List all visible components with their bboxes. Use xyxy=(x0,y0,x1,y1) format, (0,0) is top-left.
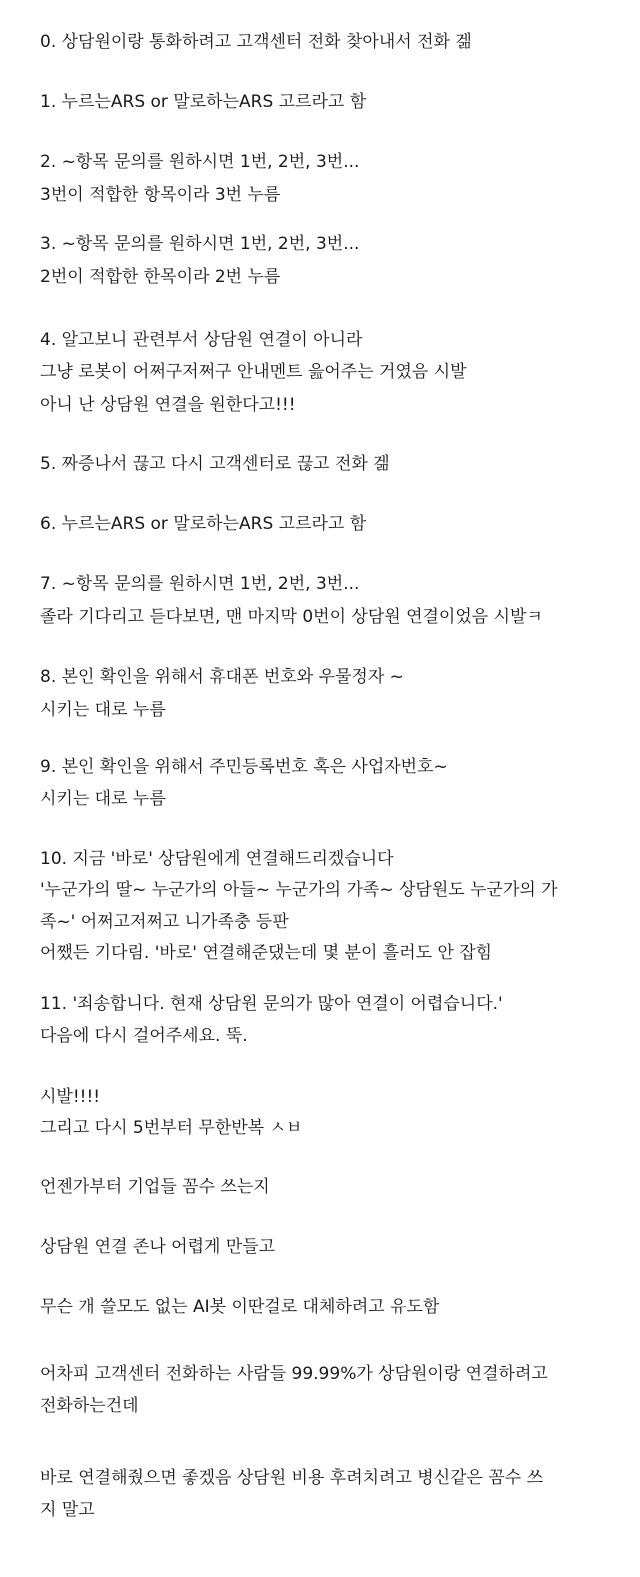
text-line: 지 말고 xyxy=(40,1500,95,1520)
text-line: 무슨 개 쓸모도 없는 AI봇 이딴걸로 대체하려고 유도함 xyxy=(40,1297,440,1317)
text-line: 어차피 고객센터 전화하는 사람들 99.99%가 상담원이랑 연결하려고 xyxy=(40,1364,548,1384)
text-line: 시키는 대로 누름 xyxy=(40,700,166,720)
text-line: 6. 누르는ARS or 말로하는ARS 고르라고 함 xyxy=(40,514,367,534)
text-line: 4. 알고보니 관련부서 상담원 연결이 아니라 xyxy=(40,330,363,350)
text-line: 족~' 어쩌고저쩌고 니가족충 등판 xyxy=(40,912,289,932)
text-line: 그리고 다시 5번부터 무한반복 ㅅㅂ xyxy=(40,1118,303,1138)
text-line: 10. 지금 '바로' 상담원에게 연결해드리겠습니다 xyxy=(40,849,394,869)
text-line: 아니 난 상담원 연결을 원한다고!!! xyxy=(40,395,296,415)
text-line: 7. ~항목 문의를 원하시면 1번, 2번, 3번... xyxy=(40,574,360,594)
text-line: '누군가의 딸~ 누군가의 아들~ 누군가의 가족~ 상담원도 누군가의 가 xyxy=(40,880,558,900)
text-line: 2번이 적합한 한목이라 2번 누름 xyxy=(40,267,281,287)
text-line: 0. 상담원이랑 통화하려고 고객센터 전화 찾아내서 전화 겖 xyxy=(40,32,472,52)
text-line: 시발!!!! xyxy=(40,1087,101,1107)
text-line: 5. 짜증나서 끊고 다시 고객센터로 끊고 전화 겖 xyxy=(40,454,390,474)
text-line: 1. 누르는ARS or 말로하는ARS 고르라고 함 xyxy=(40,92,367,112)
text-line: 전화하는건데 xyxy=(40,1396,139,1416)
text-line: 어쨌든 기다림. '바로' 연결해준댔는데 몇 분이 흘러도 안 잡힘 xyxy=(40,943,493,963)
text-line: 시키는 대로 누름 xyxy=(40,789,166,809)
text-line: 3. ~항목 문의를 원하시면 1번, 2번, 3번... xyxy=(40,234,360,254)
text-line: 그냥 로봇이 어쩌구저쩌구 안내멘트 읊어주는 거였음 시발 xyxy=(40,362,467,382)
text-line: 8. 본인 확인을 위해서 휴대폰 번호와 우물정자 ~ xyxy=(40,667,404,687)
text-line: 언젠가부터 기업들 꼼수 쓰는지 xyxy=(40,1177,270,1197)
text-line: 9. 본인 확인을 위해서 주민등록번호 혹은 사업자번호~ xyxy=(40,757,448,777)
text-line: 11. '죄송합니다. 현재 상담원 문의가 많아 연결이 어렵습니다.' xyxy=(40,994,503,1014)
text-line: 졸라 기다리고 듣다보면, 맨 마지막 0번이 상담원 연결이었음 시발ㅋ xyxy=(40,607,543,627)
text-line: 2. ~항목 문의를 원하시면 1번, 2번, 3번... xyxy=(40,152,360,172)
text-line: 상담원 연결 존나 어렵게 만들고 xyxy=(40,1237,276,1257)
text-line: 다음에 다시 걸어주세요. 뚝. xyxy=(40,1026,248,1046)
text-line: 3번이 적합한 항목이라 3번 누름 xyxy=(40,185,281,205)
text-line: 바로 연결해줬으면 좋겠음 상담원 비용 후려치려고 병신같은 꼼수 쓰 xyxy=(40,1468,544,1488)
